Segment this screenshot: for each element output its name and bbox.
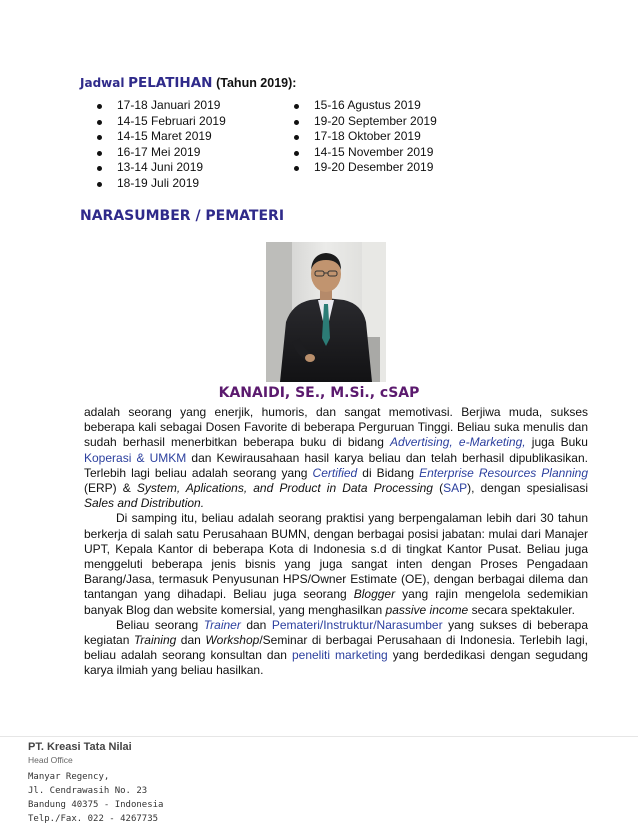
bio-text: Beliau seorang bbox=[116, 617, 204, 632]
bio-text: yang rajin mengelola sedemikian banyak Blog dan website komersial, yang menghasilkan bbox=[84, 587, 589, 617]
schedule-item: 13-14 Juni 2019 bbox=[94, 160, 226, 176]
schedule-item: 16-17 Mei 2019 bbox=[94, 145, 226, 161]
bio-text: (ERP) & bbox=[84, 481, 137, 496]
bio-text: secara spektakuler. bbox=[468, 602, 575, 617]
bio-emphasis: Training bbox=[133, 633, 177, 648]
bio-link-text: Certified bbox=[312, 465, 358, 480]
heading-year: (Tahun 2019): bbox=[216, 76, 297, 90]
schedule-list-right bbox=[291, 98, 437, 176]
bio-link-text: Koperasi & UMKM bbox=[84, 450, 187, 465]
bio-paragraph bbox=[84, 405, 588, 511]
schedule-item: 14-15 Maret 2019 bbox=[94, 129, 226, 145]
company-name: PT. Kreasi Tata Nilai bbox=[28, 741, 132, 753]
bio-text: ( bbox=[433, 481, 444, 496]
schedule-item: 15-16 Agustus 2019 bbox=[291, 98, 437, 114]
bio-text: dan bbox=[240, 617, 272, 632]
bio-emphasis: Blogger bbox=[353, 587, 396, 602]
bio-text: Di samping itu, beliau adalah seorang praktisi yang berpengalaman lebih dari 30 tahun berkerja di salah satu Perusahaan BUMN, dengan berbagai posisi jabatan: mulai dari Manajer UPT, Kepala Kantor di beberapa Kota di Indonesia s.d di tingkat Kantor Pusat. Beliau juga menggeluti beberapa jenis bisnis yang juga sangat inten dengan Proses Pengadaan Barang/Jasa, termasuk Penyusunan HPS/Owner Estimate (OE), dengan berbagai dilema dan tantangan yang dihadapi. Beliau juga seorang bbox=[84, 511, 588, 602]
bio-text: di Bidang bbox=[357, 465, 420, 480]
heading-lead: Jadwal bbox=[80, 76, 125, 90]
bio-emphasis: Sales and Distribution. bbox=[84, 496, 205, 511]
bio-text: juga Buku bbox=[525, 435, 588, 450]
bio-link-text: peneliti marketing bbox=[291, 648, 388, 663]
bio-text: ), dengan spesialisasi bbox=[467, 481, 588, 496]
bio-link-text: Trainer bbox=[203, 617, 241, 632]
schedule-item: 14-15 November 2019 bbox=[291, 145, 437, 161]
footer-divider bbox=[0, 736, 638, 737]
schedule-list-left bbox=[94, 98, 226, 191]
bio-text: yang sukses di beberapa kegiatan bbox=[84, 617, 588, 648]
address-line: Manyar Regency, bbox=[28, 772, 110, 782]
bio-text: adalah seorang yang enerjik, humoris, dan sangat memotivasi. Berjiwa muda, sukses beberapa kali sebagai Dosen Favorite di beberapa Perguruan Tinggi. Beliau suka menulis dan sudah berhasil menerbitkan beberapa buku di bidang bbox=[84, 405, 588, 450]
schedule-item: 14-15 Februari 2019 bbox=[94, 114, 226, 130]
bio-emphasis: passive income bbox=[385, 602, 469, 617]
address-line: Jl. Cendrawasih No. 23 bbox=[28, 786, 148, 796]
bio-paragraph bbox=[84, 511, 588, 617]
heading-main: PELATIHAN bbox=[128, 75, 213, 91]
bio-text: yang berdedikasi dengan segudang karya ilmiah yang beliau hasilkan. bbox=[84, 648, 588, 678]
schedule-item: 19-20 September 2019 bbox=[291, 114, 437, 130]
office-label: Head Office bbox=[28, 755, 73, 765]
address-line: Telp./Fax. 022 - 4267735 bbox=[28, 814, 159, 824]
section-title: NARASUMBER / PEMATERI bbox=[80, 208, 285, 224]
speaker-photo bbox=[266, 242, 386, 382]
bio-link-text: SAP bbox=[443, 481, 468, 496]
bio-paragraph bbox=[84, 618, 588, 679]
address-line: Bandung 40375 - Indonesia bbox=[28, 800, 164, 810]
bio-link-text: Pemateri/Instruktur/Narasumber bbox=[271, 617, 443, 632]
schedule-item: 17-18 Januari 2019 bbox=[94, 98, 226, 114]
speaker-bio bbox=[84, 405, 588, 679]
bio-emphasis: Workshop bbox=[205, 633, 260, 648]
bio-emphasis: System, Aplications, and Product in Data Processing bbox=[136, 481, 433, 496]
schedule-heading bbox=[80, 75, 296, 91]
bio-text: dan Kewirausahaan hasil karya beliau dan telah berhasil dipublikasikan. Terlebih lagi beliau adalah seorang yang bbox=[84, 450, 588, 480]
bio-link-text: Advertising, e-Marketing, bbox=[390, 435, 526, 450]
bio-text: /Seminar di berbagai Perusahaan di Indonesia. Terlebih lagi, beliau adalah seorang konsultan dan bbox=[84, 633, 589, 663]
bio-link-text: Enterprise Resources Planning bbox=[419, 465, 589, 480]
bio-text: dan bbox=[176, 633, 206, 648]
schedule-item: 19-20 Desember 2019 bbox=[291, 160, 437, 176]
schedule-item: 17-18 Oktober 2019 bbox=[291, 129, 437, 145]
speaker-name: KANAIDI, SE., M.Si., cSAP bbox=[218, 385, 420, 401]
schedule-item: 18-19 Juli 2019 bbox=[94, 176, 226, 192]
